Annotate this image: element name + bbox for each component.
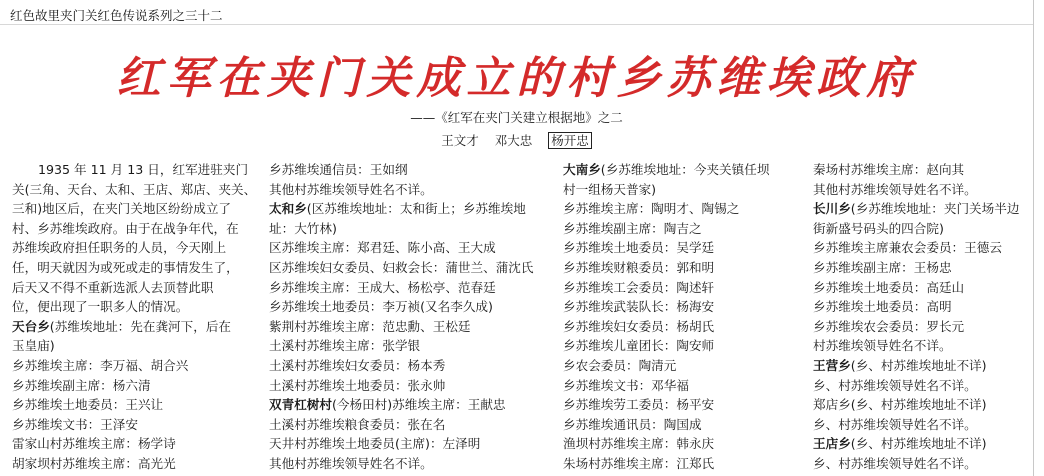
text-line [269,376,544,396]
line-text: 乡苏维埃主席：李万福、胡合兴 [12,357,189,373]
township-name: 王店乡 [813,436,851,452]
text-line [12,180,257,200]
text-line [563,199,803,219]
text-line [563,317,803,337]
text-line [12,415,254,435]
township-name: 大南乡 [563,162,601,177]
line-text: 乡苏维埃土地委员：王兴让 [12,397,164,413]
line-text: 乡苏维埃文书：邓华福 [563,377,689,393]
line-text: 址：大竹林) [269,220,337,236]
text-line [813,317,1033,337]
text-line [813,238,1033,258]
line-text: 乡苏维埃通信员：王如纲 [269,162,408,177]
text-line [563,258,803,278]
text-line [269,160,544,180]
text-line [12,199,254,219]
text-line [12,160,254,180]
line-text: 乡农会委员：陶清元 [563,357,677,373]
line-text: 其他村苏维埃领导姓名不详。 [269,181,433,197]
line-text: 紫荆村苏维埃主席：范忠勳、王松廷 [269,318,471,334]
text-line [813,219,1033,239]
text-line [813,160,1033,180]
text-line [269,356,544,376]
line-text: 乡苏维埃工会委员：陶述轩 [563,279,715,295]
text-line [813,376,1033,396]
line-text: 胡家坝村苏维埃主席：高光光 [12,455,176,471]
text-line [269,297,544,317]
line-text: 1935 年 11 月 13 日，红军进驻夹门 [38,162,249,177]
text-line [563,434,803,454]
text-line [813,395,1033,415]
text-line [12,395,254,415]
line-text: 乡苏维埃土地委员：李万祯(又名李久成) [269,299,493,315]
author-name-selected: 杨开忠 [548,132,592,149]
line-text: 乡苏维埃副主席：王杨忠 [813,259,952,275]
line-text: 乡苏维埃劳工委员：杨平安 [563,397,715,413]
township-name: 双青杠树村 [269,397,332,413]
text-line [269,219,544,239]
text-line [563,415,803,435]
text-line [813,258,1033,278]
line-text: 朱场村苏维埃主席：江郑氏 [563,455,715,471]
line-text: 区苏维埃妇女委员、妇救会长：蒲世兰、蒲沈氏 [269,259,534,275]
line-text: (乡苏维埃地址：今夹关镇任坝 [600,162,770,177]
text-line [269,278,544,298]
text-line [269,395,544,415]
text-line [813,336,1033,356]
line-text: 天井村苏维埃土地委员(主席)：左泽明 [269,436,481,452]
line-text: 街新盛号码头的四合院) [813,220,944,236]
headline: 红军在夹门关成立的村乡苏维埃政府 [116,53,917,104]
line-text: (今杨田村)苏维埃主席：王献忠 [331,397,506,413]
line-text: 渔坝村苏维埃主席：韩永庆 [563,436,715,452]
text-line [563,180,803,200]
line-text: 乡苏维埃儿童团长：陶安师 [563,338,715,354]
line-text: 乡、村苏维埃领导姓名不详。 [813,377,977,393]
text-line [563,297,803,317]
text-column-4 [813,160,1033,474]
text-line [813,434,1033,454]
text-line [813,415,1033,435]
text-line [12,434,254,454]
text-line [813,278,1033,298]
line-text: 土溪村苏维埃妇女委员：杨本秀 [269,357,446,373]
text-line [12,258,254,278]
text-line [563,238,803,258]
line-text: 村苏维埃领导姓名不详。 [813,338,952,354]
line-text: 乡、村苏维埃领导姓名不详。 [813,455,977,471]
text-line [563,278,803,298]
text-line [269,454,544,474]
line-text: 乡苏维埃土地委员：吴学廷 [563,240,715,256]
township-name: 王营乡 [813,357,851,373]
text-line [12,376,254,396]
line-text: 乡、村苏维埃领导姓名不详。 [813,416,977,432]
line-text: 其他村苏维埃领导姓名不详。 [813,181,977,197]
text-line [269,317,544,337]
line-text: 乡苏维埃妇女委员：杨胡氏 [563,318,715,334]
line-text: 乡苏维埃副主席：陶吉之 [563,220,702,236]
line-text: 乡苏维埃财粮委员：郭和明 [563,259,715,275]
township-name: 天台乡 [12,318,50,334]
text-line [269,258,544,278]
line-text: (苏维埃地址：先在龚河下，后在 [49,318,232,334]
top-divider [0,24,1033,25]
line-text: 村一组杨天普家) [563,181,657,197]
line-text: 乡苏维埃土地委员：高廷山 [813,279,965,295]
line-text: 苏维埃政府担任职务的人员，今天刚上 [12,240,227,256]
line-text: 乡苏维埃主席兼农会委员：王德云 [813,240,1002,256]
line-text: (乡苏维埃地址：夹门关场半边 [850,201,1020,217]
text-line [813,199,1033,219]
text-line [12,297,254,317]
line-text: 乡苏维埃武装队长：杨海安 [563,299,715,315]
line-text: 后天又不得不重新选派人去顶替此职 [12,279,214,295]
text-line [12,356,254,376]
text-line [12,219,254,239]
text-line [563,395,803,415]
text-line [12,454,254,474]
text-line [269,434,544,454]
text-line [813,454,1033,474]
line-text: 秦场村苏维埃主席：赵向其 [813,162,965,177]
text-line [813,180,1033,200]
author-name: 王文才 [441,133,479,148]
text-line [269,238,544,258]
text-line [12,317,254,337]
text-line [269,180,544,200]
page-edge-divider [1033,0,1034,476]
text-line [563,454,803,474]
line-text: 土溪村苏维埃粮食委员：张在名 [269,416,446,432]
subtitle: ——《红军在夹门关建立根据地》之二 [410,110,623,125]
line-text: 乡苏维埃农会委员：罗长元 [813,318,965,334]
line-text: 任，明天就因为或死或走的事情发生了， [12,259,239,275]
line-text: 乡苏维埃文书：王泽安 [12,416,138,432]
line-text: 关(三角、天台、太和、王店、郑店、夹关、 [12,181,257,197]
line-text: 土溪村苏维埃土地委员：张永帅 [269,377,446,393]
line-text: 郑店乡(乡、村苏维埃地址不详) [813,397,987,413]
line-text: 雷家山村苏维埃主席：杨学诗 [12,436,176,452]
author-name: 邓大忠 [494,133,533,148]
text-column-3 [563,160,803,474]
line-text: 乡苏维埃主席：王成大、杨松亭、范春廷 [269,279,496,295]
line-text: (区苏维埃地址：太和街上；乡苏维埃地 [306,201,526,217]
township-name: 长川乡 [813,201,851,217]
text-line [813,356,1033,376]
text-column-2 [269,160,544,474]
township-name: 太和乡 [269,201,307,217]
text-line [563,160,803,180]
line-text: (乡、村苏维埃地址不详) [850,436,987,452]
text-line [12,278,254,298]
line-text: 其他村苏维埃领导姓名不详。 [269,455,433,471]
text-line [12,238,254,258]
text-column-1 [12,160,257,474]
text-line [269,415,544,435]
line-text: 乡苏维埃副主席：杨六清 [12,377,151,393]
line-text: 乡苏维埃主席：陶明才、陶锡之 [563,201,740,217]
text-line [12,336,254,356]
line-text: 玉皇庙) [12,338,55,354]
text-line [269,199,544,219]
text-line [813,297,1033,317]
line-text: 位，便出现了一职多人的情况。 [12,299,189,315]
text-line [269,336,544,356]
line-text: 三和)地区后，在夹门关地区纷纷成立了 [12,201,232,217]
line-text: 土溪村苏维埃主席：张学银 [269,338,421,354]
author-line [0,131,1033,149]
line-text: 村、乡苏维埃政府。由于在战争年代，在 [12,220,239,236]
line-text: 乡苏维埃土地委员：高明 [813,299,952,315]
line-text: 区苏维埃主席：郑君廷、陈小高、王大成 [269,240,496,256]
line-text: 乡苏维埃通讯员：陶国成 [563,416,702,432]
text-line [563,376,803,396]
series-title: 红色故里夹门关红色传说系列之三十二 [10,8,223,23]
text-line [563,336,803,356]
line-text: (乡、村苏维埃地址不详) [850,357,987,373]
text-line [563,219,803,239]
text-line [563,356,803,376]
